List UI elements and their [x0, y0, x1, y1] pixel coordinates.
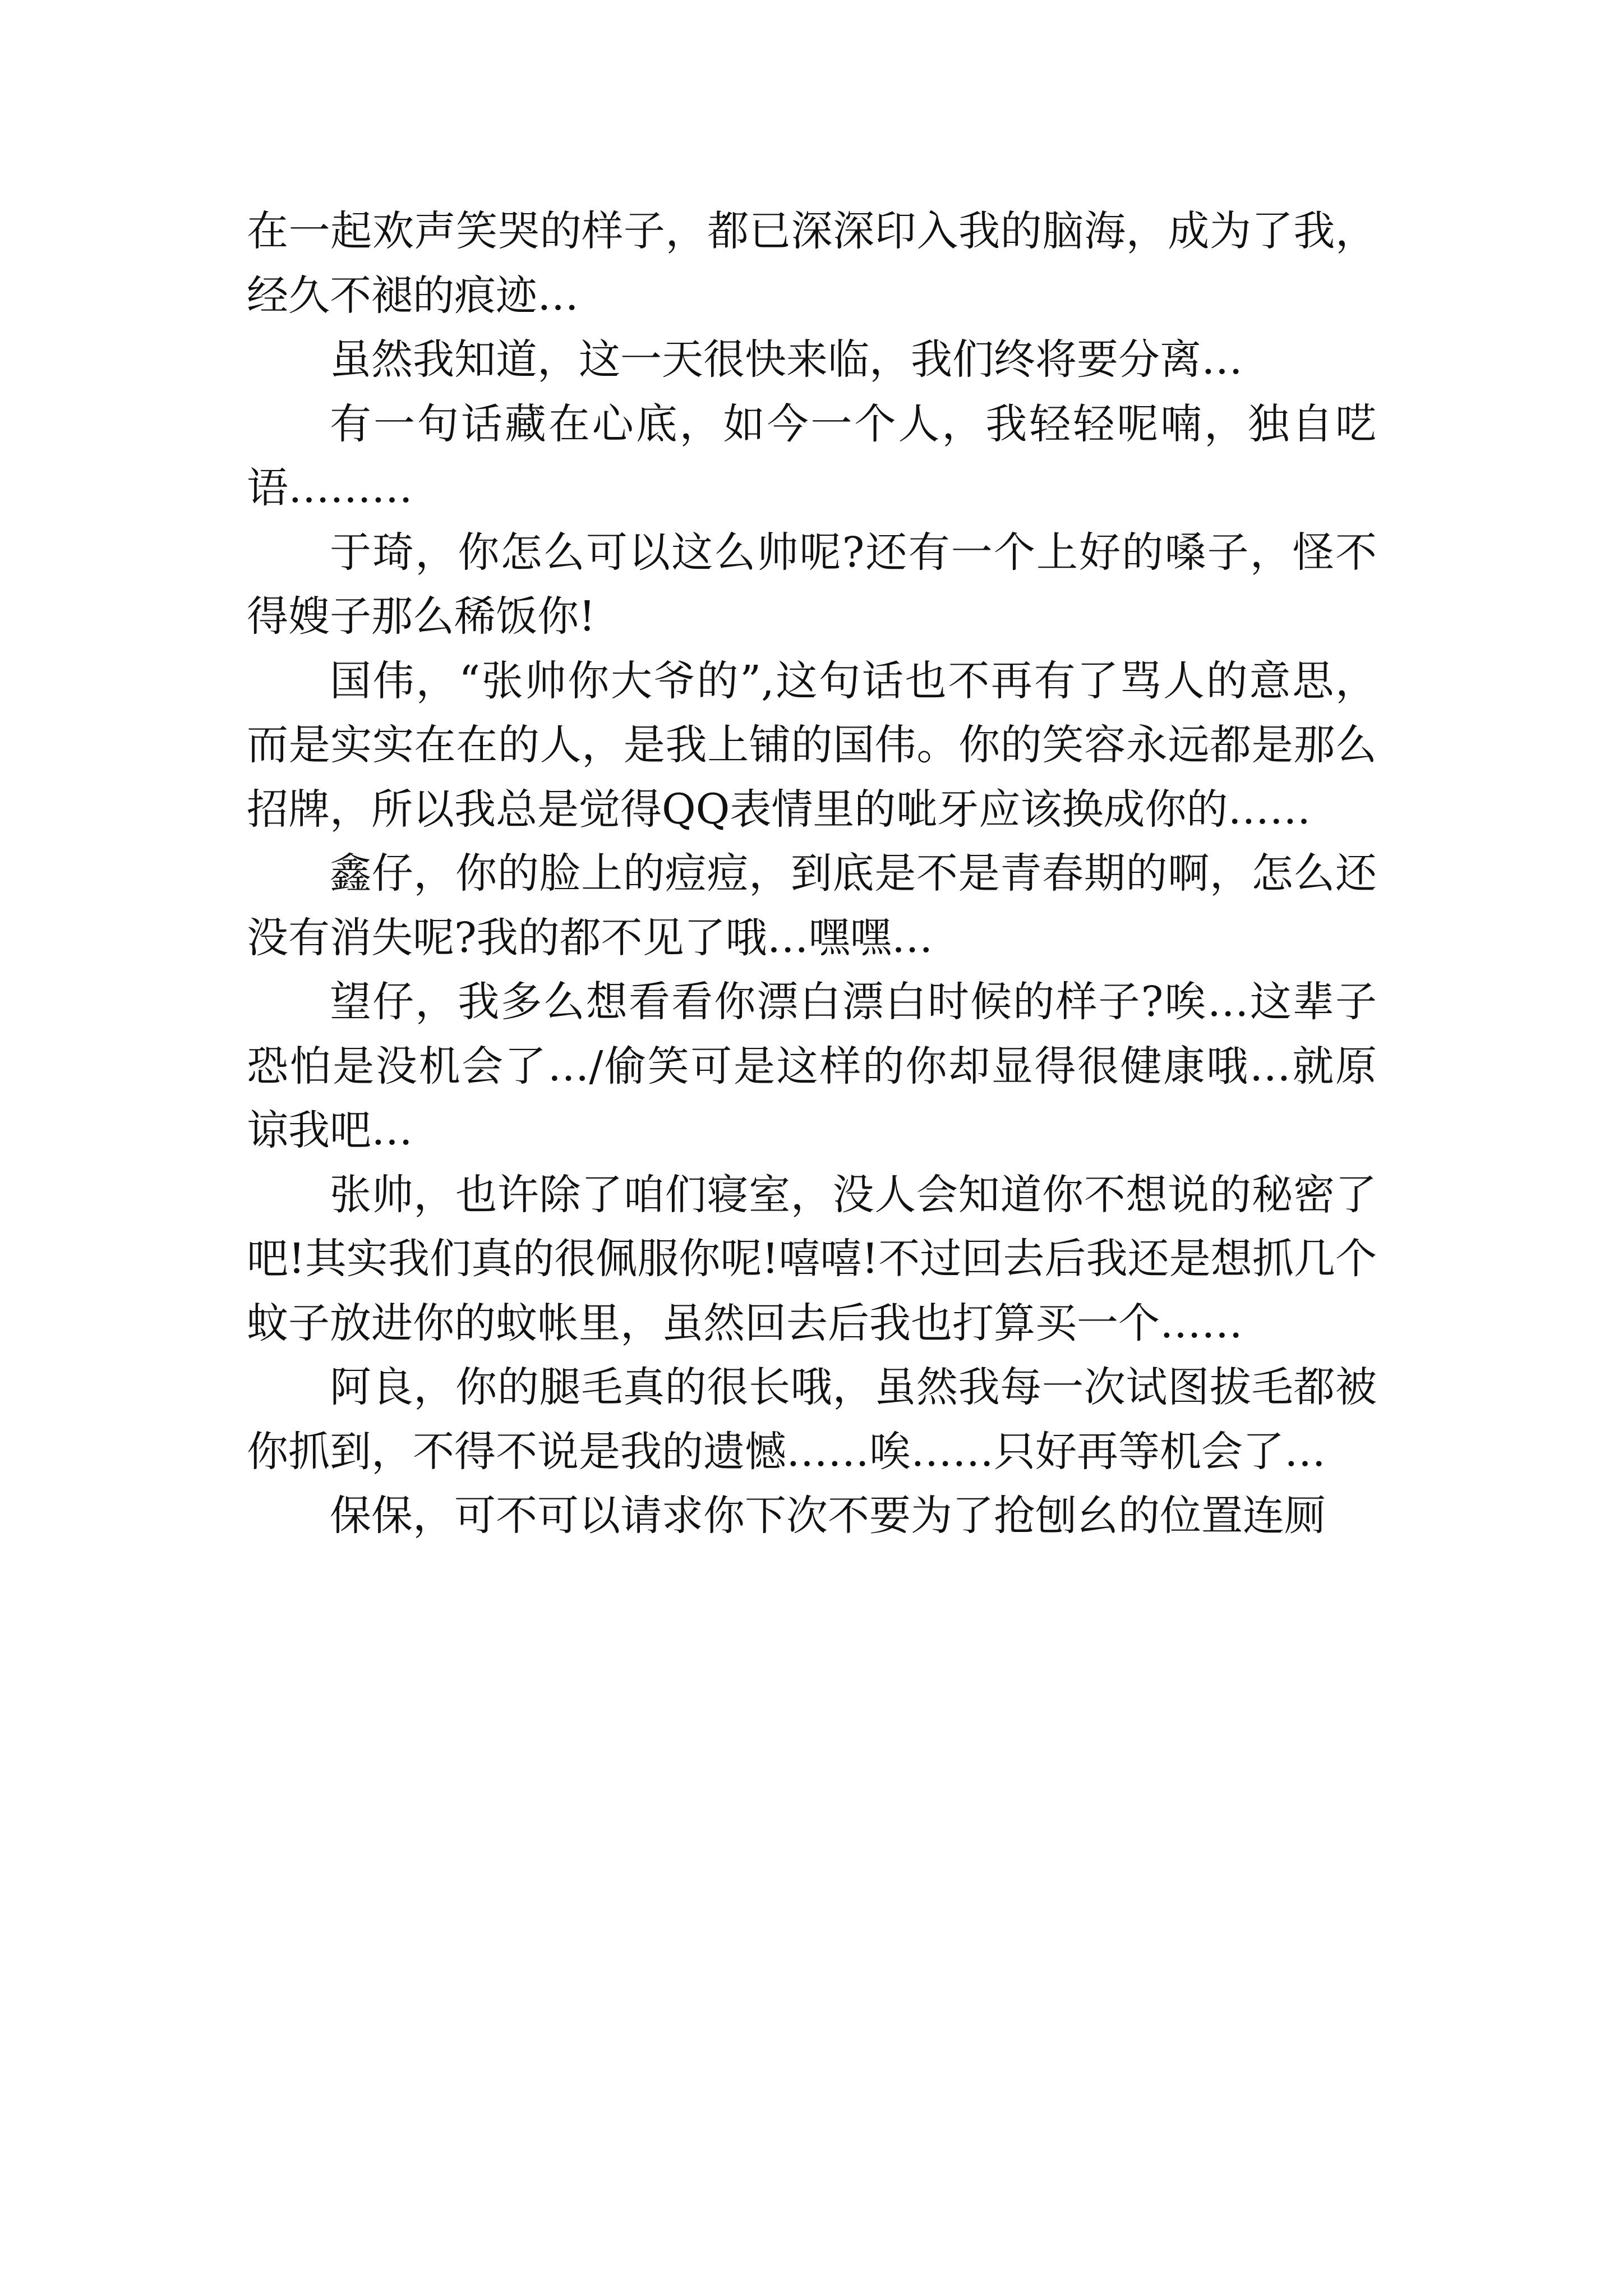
- paragraph: 虽然我知道，这一天很快来临，我们终将要分离…: [330, 335, 1243, 384]
- paragraph: 保保，可不可以请求你下次不要为了抢刨幺的位置连厕: [330, 1492, 1326, 1540]
- paragraph: 有一句话藏在心底，如今一个人，我轻轻呢喃，独自呓语………: [247, 399, 1377, 512]
- paragraph: 在一起欢声笑哭的样子，都已深深印入我的脑海，成为了我，经久不褪的痕迹…: [247, 207, 1377, 320]
- paragraph: 阿良，你的腿毛真的很长哦，虽然我每一次试图拔毛都被你抓到，不得不说是我的遗憾……唉……只好再等机会了…: [247, 1363, 1377, 1476]
- paragraph: 于琦，你怎么可以这么帅呢?还有一个上好的嗓子，怪不得嫂子那么稀饭你!: [247, 528, 1377, 641]
- document-body: [247, 199, 1377, 1548]
- paragraph: 鑫仔，你的脸上的痘痘，到底是不是青春期的啊，怎么还没有消失呢?我的都不见了哦…嘿嘿…: [247, 849, 1377, 962]
- paragraph: 张帅，也许除了咱们寝室，没人会知道你不想说的秘密了吧!其实我们真的很佩服你呢!嘻嘻!不过回去后我还是想抓几个蚊子放进你的蚊帐里，虽然回去后我也打算买一个……: [247, 1170, 1377, 1347]
- paragraph: 望仔，我多么想看看你漂白漂白时候的样子?唉…这辈子恐怕是没机会了…/偷笑可是这样的你却显得很健康哦…就原谅我吧…: [247, 978, 1377, 1154]
- paragraph: 国伟，“张帅你大爷的”,这句话也不再有了骂人的意思，而是实实在在的人，是我上铺的国伟。你的笑容永远都是那么招牌，所以我总是觉得QQ表情里的呲牙应该换成你的……: [247, 656, 1377, 834]
